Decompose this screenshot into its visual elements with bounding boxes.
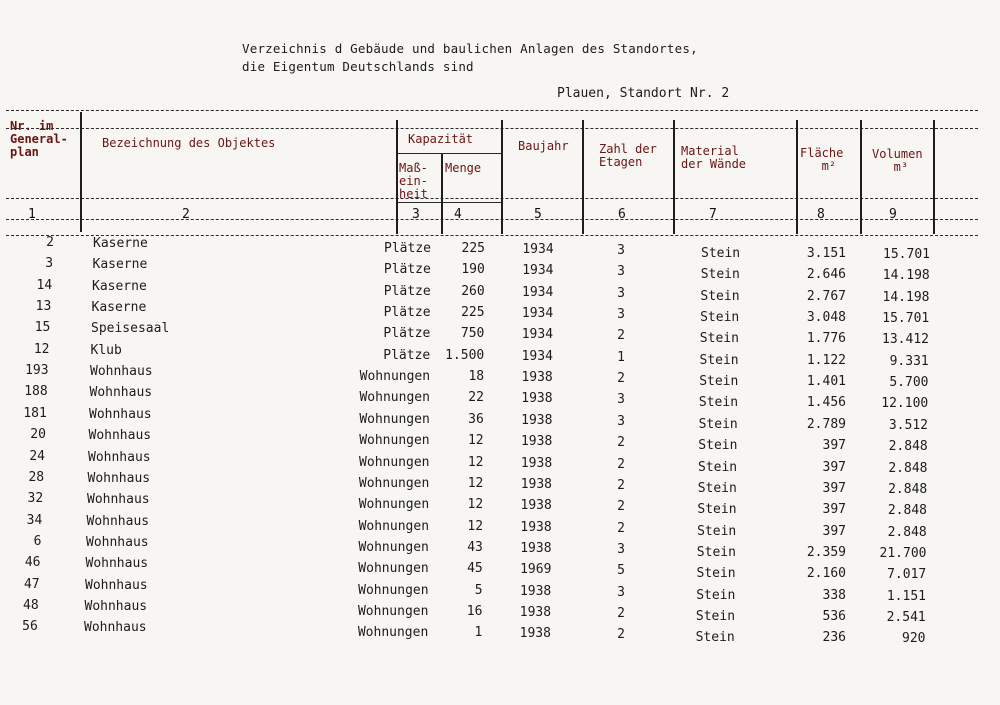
column-number-8: 8 [817,207,825,222]
row-18-material-cell: Stein [695,608,736,624]
row-14-baujahr-cell: 1938 [520,519,552,535]
row-3-baujahr-cell: 1934 [522,284,554,300]
row-15-baujahr-cell: 1938 [520,540,552,556]
column-number-bottom-rule [6,219,978,220]
column-number-6: 6 [618,207,626,222]
row-13-flaeche-cell: 397 [822,502,846,518]
row-14-einheit-cell: Wohnungen [358,518,430,534]
row-15-einheit-cell: Wohnungen [358,539,429,555]
row-13-bez-cell: Wohnhaus [87,492,150,508]
row-17-baujahr-cell: 1938 [519,583,552,599]
document-title-line-1: Verzeichnis d Gebäude und baulichen Anlagen des Standortes, [242,41,698,56]
row-8-baujahr-cell: 1938 [521,391,553,407]
row-18-volumen-cell: 2.541 [886,609,926,625]
row-12-etagen-cell: 2 [617,477,625,493]
column-divider-9 [933,120,935,234]
row-11-nr-cell: 24 [29,448,45,464]
row-9-nr-cell: 181 [23,405,47,421]
row-16-baujahr-cell: 1969 [520,562,552,578]
row-6-bez-cell: Klub [90,342,122,358]
row-7-menge-cell: 18 [468,369,485,385]
row-11-einheit-cell: Wohnungen [359,454,430,470]
row-8-flaeche-cell: 1.456 [806,395,846,411]
row-9-material-cell: Stein [698,416,738,432]
row-16-einheit-cell: Wohnungen [358,561,429,577]
row-6-etagen-cell: 1 [617,349,625,365]
row-13-baujahr-cell: 1938 [520,498,552,514]
row-16-etagen-cell: 5 [617,563,625,579]
row-11-menge-cell: 12 [467,454,484,470]
column-number-5: 5 [534,207,542,222]
row-16-nr-cell: 46 [24,555,41,571]
row-5-etagen-cell: 2 [617,328,625,344]
header-menge: Menge [445,161,482,175]
row-13-volumen-cell: 2.848 [887,503,927,519]
column-number-top-rule [6,198,978,199]
row-12-flaeche-cell: 397 [822,480,846,496]
row-15-flaeche-cell: 2.359 [806,544,846,560]
row-12-bez-cell: Wohnhaus [87,470,151,486]
row-6-flaeche-cell: 1.122 [806,352,846,368]
row-14-nr-cell: 34 [26,512,43,528]
row-14-material-cell: Stein [697,523,737,539]
row-4-einheit-cell: Plätze [383,305,431,321]
row-5-material-cell: Stein [699,331,739,347]
row-10-etagen-cell: 2 [617,435,625,451]
table-top-rule-2 [6,128,978,129]
row-12-material-cell: Stein [697,480,737,496]
row-7-baujahr-cell: 1938 [521,370,553,386]
row-10-einheit-cell: Wohnungen [359,433,430,449]
row-3-flaeche-cell: 2.767 [806,288,846,304]
row-2-material-cell: Stein [700,267,740,283]
row-11-material-cell: Stein [698,459,738,475]
row-6-menge-cell: 1.500 [445,347,485,363]
header-baujahr: Baujahr [518,139,569,153]
column-divider-1 [80,112,82,232]
row-17-volumen-cell: 1.151 [886,588,926,604]
row-14-bez-cell: Wohnhaus [86,513,150,529]
row-18-menge-cell: 16 [466,603,483,619]
row-11-etagen-cell: 2 [617,456,625,472]
row-19-einheit-cell: Wohnungen [357,625,429,641]
row-2-menge-cell: 190 [461,262,485,278]
header-bezeichnung: Bezeichnung des Objektes [102,136,276,150]
row-16-material-cell: Stein [696,566,736,582]
row-9-baujahr-cell: 1938 [521,412,553,428]
row-2-nr-cell: 3 [45,256,54,272]
column-divider-8 [860,120,862,234]
row-17-material-cell: Stein [696,587,736,603]
row-8-bez-cell: Wohnhaus [89,385,153,401]
row-9-etagen-cell: 3 [617,413,625,429]
row-1-menge-cell: 225 [461,241,485,256]
row-2-etagen-cell: 3 [617,264,625,280]
location-label: Plauen, Standort Nr. 2 [557,86,730,101]
row-5-menge-cell: 750 [460,326,485,342]
row-11-volumen-cell: 2.848 [888,460,928,476]
row-2-baujahr-cell: 1934 [522,263,554,279]
column-divider-7 [796,120,798,234]
row-7-flaeche-cell: 1.401 [806,374,846,390]
row-6-material-cell: Stein [699,352,739,368]
row-3-bez-cell: Kaserne [92,278,147,294]
column-number-7: 7 [709,207,717,222]
column-number-1: 1 [28,207,36,222]
row-8-volumen-cell: 12.100 [881,396,929,412]
header-kapazitaet: Kapazität [408,132,474,146]
row-3-menge-cell: 260 [461,283,485,299]
row-13-menge-cell: 12 [467,497,484,513]
row-14-etagen-cell: 2 [617,520,625,536]
column-divider-4 [501,120,503,234]
row-1-material-cell: Stein [701,246,741,261]
row-4-flaeche-cell: 3.048 [806,310,846,326]
row-2-einheit-cell: Plätze [383,262,431,278]
header-volumen: Volumen m³ [872,147,923,174]
row-3-nr-cell: 14 [36,277,53,293]
row-19-nr-cell: 56 [22,619,38,635]
row-18-etagen-cell: 2 [617,605,625,621]
row-19-menge-cell: 1 [474,625,483,641]
row-18-flaeche-cell: 536 [822,608,846,624]
column-number-2: 2 [182,207,190,222]
row-3-material-cell: Stein [700,288,740,304]
row-16-flaeche-cell: 2.160 [806,566,846,582]
header-masseinheit: Maß- ein- heit [399,161,428,201]
row-1-etagen-cell: 3 [617,243,625,258]
column-divider-2 [396,120,398,234]
row-8-einheit-cell: Wohnungen [359,390,430,406]
row-6-nr-cell: 12 [33,341,50,357]
row-8-etagen-cell: 3 [617,392,625,408]
row-6-einheit-cell: Plätze [383,347,431,363]
row-5-baujahr-cell: 1934 [521,327,554,343]
row-18-nr-cell: 48 [23,597,39,613]
row-13-einheit-cell: Wohnungen [358,497,430,513]
row-7-volumen-cell: 5.700 [889,375,929,391]
row-4-baujahr-cell: 1934 [521,306,554,322]
row-10-volumen-cell: 2.848 [888,439,928,455]
row-9-menge-cell: 36 [468,411,484,427]
row-8-menge-cell: 22 [468,390,484,406]
row-5-flaeche-cell: 1.776 [806,331,846,347]
row-12-baujahr-cell: 1938 [520,476,552,492]
document-title-line-2: die Eigentum Deutschlands sind [242,59,474,74]
row-3-etagen-cell: 3 [617,285,625,301]
row-3-volumen-cell: 14.198 [882,289,930,305]
row-4-bez-cell: Kaserne [91,300,147,316]
row-1-bez-cell: Kaserne [93,236,148,251]
row-1-einheit-cell: Plätze [384,241,431,256]
row-13-nr-cell: 32 [27,491,44,507]
row-15-material-cell: Stein [696,544,736,560]
row-11-baujahr-cell: 1938 [520,455,553,471]
row-7-nr-cell: 193 [25,363,49,379]
header-etagen: Zahl der Etagen [599,142,657,169]
row-5-volumen-cell: 13.412 [882,332,929,348]
row-14-flaeche-cell: 397 [822,523,846,539]
row-19-volumen-cell: 920 [902,631,926,647]
row-16-volumen-cell: 7.017 [887,567,927,583]
header-nr: Nr. im General- plan [10,119,68,159]
column-number-4: 4 [454,207,462,222]
row-2-flaeche-cell: 2.646 [806,267,846,283]
row-9-volumen-cell: 3.512 [888,417,928,433]
row-10-nr-cell: 20 [30,427,46,443]
kapazitaet-bottom-line [397,202,501,203]
row-5-bez-cell: Speisesaal [91,321,170,337]
row-10-menge-cell: 12 [467,433,484,449]
row-1-volumen-cell: 15.701 [883,247,930,262]
row-18-bez-cell: Wohnhaus [84,598,148,614]
row-19-material-cell: Stein [695,630,735,646]
row-8-nr-cell: 188 [24,384,48,400]
row-4-material-cell: Stein [700,310,740,326]
row-9-einheit-cell: Wohnungen [359,411,430,427]
row-1-baujahr-cell: 1934 [522,242,554,257]
row-15-nr-cell: 6 [33,533,42,549]
row-19-etagen-cell: 2 [617,627,625,643]
column-divider-6 [673,120,675,234]
row-14-menge-cell: 12 [467,518,484,534]
row-19-bez-cell: Wohnhaus [84,620,147,636]
row-18-baujahr-cell: 1938 [519,604,552,620]
row-15-volumen-cell: 21.700 [879,545,927,561]
row-10-flaeche-cell: 397 [822,438,846,454]
row-19-flaeche-cell: 236 [822,630,846,646]
row-7-etagen-cell: 2 [617,371,625,387]
row-4-nr-cell: 13 [35,299,52,315]
row-18-einheit-cell: Wohnungen [357,603,429,619]
row-14-volumen-cell: 2.848 [887,524,927,540]
row-9-flaeche-cell: 2.789 [806,416,846,432]
header-material: Material der Wände [681,144,747,171]
column-number-3: 3 [412,207,420,222]
row-15-menge-cell: 43 [467,539,483,555]
row-8-material-cell: Stein [698,395,739,411]
header-flaeche: Fläche m² [800,146,844,173]
row-17-menge-cell: 5 [474,582,483,598]
row-16-bez-cell: Wohnhaus [85,556,149,572]
row-6-volumen-cell: 9.331 [889,353,929,369]
row-11-bez-cell: Wohnhaus [88,449,151,465]
row-5-nr-cell: 15 [34,320,51,336]
column-number-9: 9 [889,207,897,222]
row-17-nr-cell: 47 [23,576,40,592]
row-15-etagen-cell: 3 [617,541,625,557]
row-17-bez-cell: Wohnhaus [85,577,148,593]
row-19-baujahr-cell: 1938 [519,626,551,642]
row-7-bez-cell: Wohnhaus [90,364,153,380]
row-3-einheit-cell: Plätze [383,283,431,299]
row-6-baujahr-cell: 1934 [521,348,553,364]
row-7-einheit-cell: Wohnungen [359,369,431,385]
row-12-einheit-cell: Wohnungen [358,475,430,491]
row-4-menge-cell: 225 [461,305,485,321]
row-13-etagen-cell: 2 [617,499,625,515]
row-2-volumen-cell: 14.198 [882,268,930,284]
row-9-bez-cell: Wohnhaus [89,406,152,422]
row-12-nr-cell: 28 [28,469,45,485]
row-5-einheit-cell: Plätze [383,326,431,342]
row-16-menge-cell: 45 [467,561,483,577]
row-12-volumen-cell: 2.848 [888,481,928,497]
row-11-flaeche-cell: 397 [822,459,846,475]
row-10-bez-cell: Wohnhaus [88,428,152,444]
table-top-rule [6,110,978,111]
kapazitaet-underline [397,153,501,154]
row-4-volumen-cell: 15.701 [882,311,930,327]
row-13-material-cell: Stein [697,502,737,518]
row-17-einheit-cell: Wohnungen [358,582,429,598]
row-15-bez-cell: Wohnhaus [86,534,149,550]
row-12-menge-cell: 12 [467,475,484,491]
row-10-baujahr-cell: 1938 [520,434,553,450]
row-1-flaeche-cell: 3.151 [806,246,846,261]
row-7-material-cell: Stein [699,374,739,390]
column-divider-5 [582,120,584,234]
row-1-nr-cell: 2 [46,235,54,250]
row-17-flaeche-cell: 338 [822,587,846,603]
row-2-bez-cell: Kaserne [92,257,148,273]
row-17-etagen-cell: 3 [617,584,625,600]
row-10-material-cell: Stein [698,438,738,454]
row-4-etagen-cell: 3 [617,307,625,323]
column-divider-3 [441,154,443,234]
